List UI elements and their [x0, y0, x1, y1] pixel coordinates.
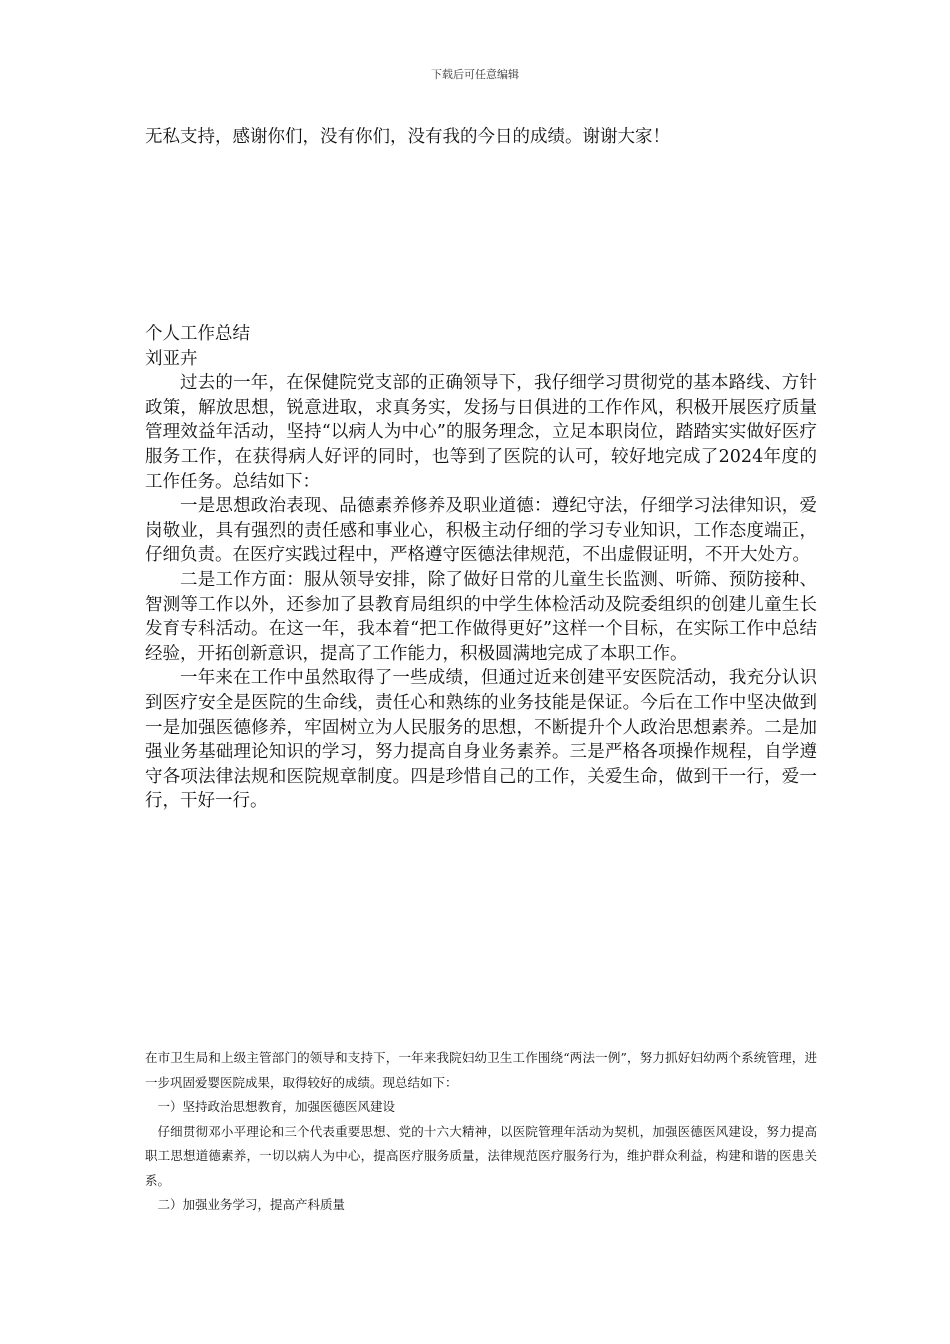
section-body-1: 仔细贯彻邓小平理论和三个代表重要思想、党的十六大精神，以医院管理年活动为契机，加强医德医风建设，努力提高职工思想道德素养，一切以病人为中心，提高医疗服务质量，法律规范医疗服务行为，维护群众利益，构建和谐的医患关系。 — [145, 1123, 817, 1188]
section-heading-2: 二）加强业务学习，提高产科质量 — [157, 1197, 346, 1212]
article-title: 个人工作总结 — [145, 324, 250, 344]
closing-line: 无私支持，感谢你们，没有你们，没有我的今日的成绩。谢谢大家！ — [145, 127, 670, 147]
section-heading-1: 一）坚持政治思想教育，加强医德医风建设 — [157, 1099, 396, 1114]
article-paragraph: 过去的一年，在保健院党支部的正确领导下，我仔细学习贯彻党的基本路线、方针政策，解放思想，锐意进取，求真务实，发扬与日俱进的工作作风，积极开展医疗质量管理效益年活动，坚持“以病人为中心”的服务理念，立足本职岗位，踏踏实实做好医疗服务工作，在获得病人好评的同时，也等到了医院的认可，较好地完成了2024年度的工作任务。总结如下： — [145, 373, 817, 492]
article-paragraph: 二是工作方面：服从领导安排，除了做好日常的儿童生长监测、听筛、预防接种、智测等工作以外，还参加了县教育局组织的中学生体检活动及院委组织的创建儿童生长发育专科活动。在这一年，我本着“把工作做得更好”这样一个目标，在实际工作中总结经验，开拓创新意识，提高了工作能力，积极圆满地完成了本职工作。 — [145, 569, 817, 664]
article-author: 刘亚卉 — [145, 348, 198, 369]
maternal-child-summary — [145, 1046, 817, 1218]
work-summary-article — [145, 322, 817, 814]
article-paragraph: 一年来在工作中虽然取得了一些成绩，但通过近来创建平安医院活动，我充分认识到医疗安全是医院的生命线，责任心和熟练的业务技能是保证。今后在工作中坚决做到一是加强医德修养，牢固树立为人民服务的思想，不断提升个人政治思想素养。二是加强业务基础理论知识的学习，努力提高自身业务素养。三是严格各项操作规程，自学遵守各项法律法规和医院规章制度。四是珍惜自己的工作，关爱生命，做到干一行，爱一行，干好一行。 — [145, 668, 817, 812]
page-header-note: 下载后可任意编辑 — [431, 68, 519, 81]
summary-intro: 在市卫生局和上级主管部门的领导和支持下，一年来我院妇幼卫生工作围绕“两法一例”，努力抓好妇幼两个系统管理，进一步巩固爱婴医院成果，取得较好的成绩。现总结如下： — [145, 1050, 817, 1090]
article-paragraph: 一是思想政治表现、品德素养修养及职业道德：遵纪守法，仔细学习法律知识，爱岗敬业，具有强烈的责任感和事业心，积极主动仔细的学习专业知识，工作态度端正，仔细负责。在医疗实践过程中，严格遵守医德法律规范，不出虚假证明，不开大处方。 — [145, 496, 817, 566]
